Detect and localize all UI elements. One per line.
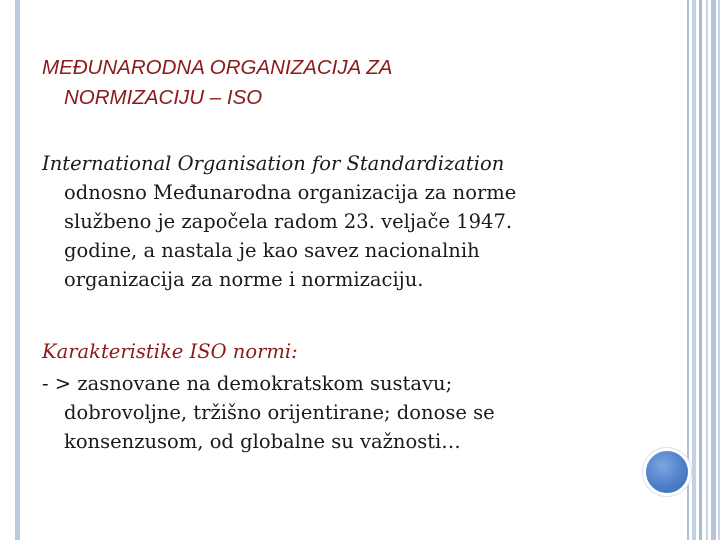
paragraph-line: godine, a nastala je kao savez nacionalnih xyxy=(64,239,480,262)
characteristics-heading: Karakteristike ISO normi: xyxy=(42,340,298,363)
bullet-line: konsenzusom, od globalne su važnosti… xyxy=(64,430,461,453)
paragraph-line: organizacija za norme i normizaciju. xyxy=(64,268,424,291)
slide-title xyxy=(42,53,542,113)
band-stripe xyxy=(699,0,702,540)
band-stripe xyxy=(692,0,696,540)
paragraph-line: odnosno Međunarodna organizacija za norme xyxy=(64,181,517,204)
left-decorative-rule xyxy=(15,0,20,540)
band-stripe xyxy=(711,0,716,540)
band-stripe xyxy=(706,0,708,540)
title-line-2: NORMIZACIJU – ISO xyxy=(64,86,263,109)
right-decorative-band xyxy=(687,0,720,540)
title-line-1: MEĐUNARODNA ORGANIZACIJA ZA xyxy=(42,56,393,79)
paragraph-line: službeno je započela radom 23. veljače 1947. xyxy=(64,210,513,233)
bullet-first-line: - > zasnovane na demokratskom sustavu; xyxy=(42,372,453,395)
decorative-circle xyxy=(643,448,691,496)
intro-paragraph xyxy=(42,149,602,294)
bullet-line: dobrovoljne, tržišno orijentirane; donose se xyxy=(64,401,495,424)
characteristics-bullet xyxy=(42,369,602,456)
org-full-name: International Organisation for Standardization xyxy=(42,152,505,175)
